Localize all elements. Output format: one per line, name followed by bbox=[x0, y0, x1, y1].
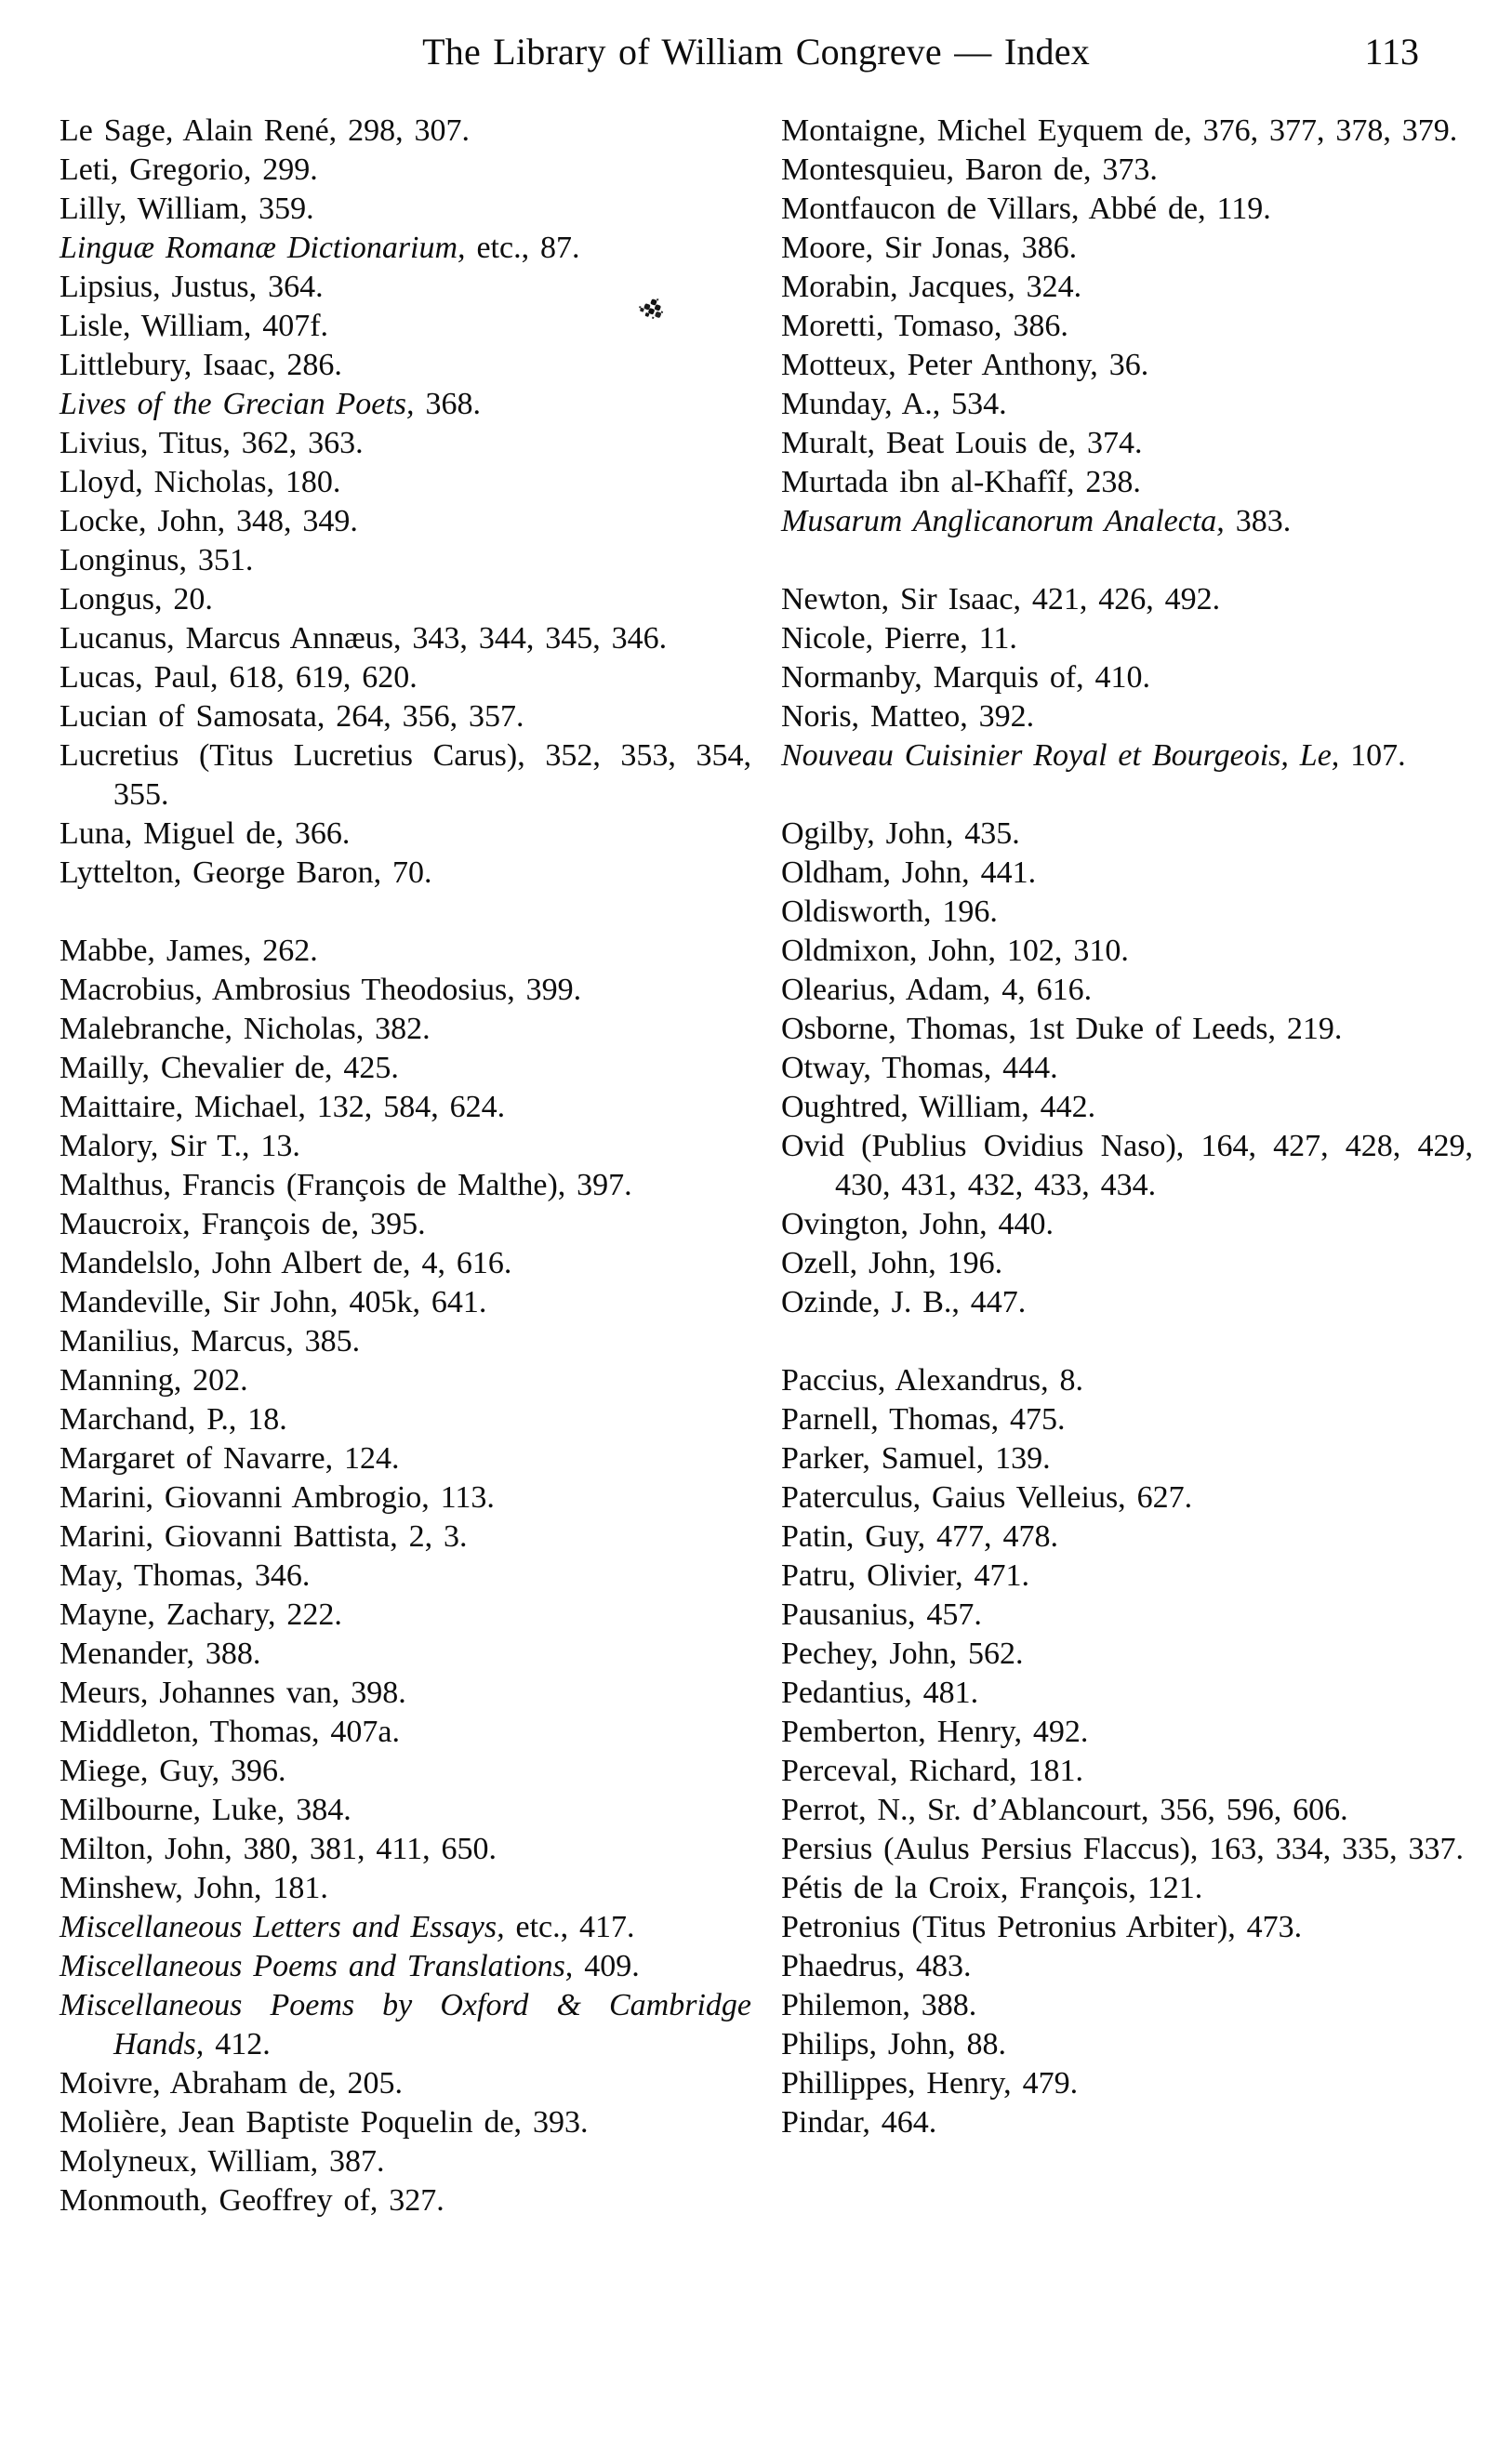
index-entry bbox=[60, 2103, 751, 2142]
entry-text: Pétis de la Croix, François, 121. bbox=[781, 1871, 1203, 1905]
entry-text: Oldisworth, 196. bbox=[781, 895, 998, 929]
index-entry bbox=[60, 190, 751, 229]
index-entry bbox=[781, 1713, 1473, 1752]
index-entry bbox=[60, 1400, 751, 1439]
entry-text: Pedantius, 481. bbox=[781, 1676, 979, 1710]
entry-text: Littlebury, Isaac, 286. bbox=[60, 348, 342, 382]
index-entry bbox=[60, 1947, 751, 1986]
entry-text: Persius (Aulus Persius Flaccus), 163, 334, 335, 337. bbox=[781, 1832, 1464, 1866]
entry-text: Maittaire, Michael, 132, 584, 624. bbox=[60, 1090, 506, 1124]
index-entry bbox=[781, 1049, 1473, 1088]
entry-text: Phillippes, Henry, 479. bbox=[781, 2066, 1079, 2101]
index-entry bbox=[781, 854, 1473, 893]
entry-text: Milbourne, Luke, 384. bbox=[60, 1793, 351, 1827]
index-entry bbox=[60, 1635, 751, 1674]
entry-text: Patin, Guy, 477, 478. bbox=[781, 1519, 1058, 1554]
entry-text: Macrobius, Ambrosius Theodosius, 399. bbox=[60, 973, 582, 1007]
index-entry bbox=[60, 463, 751, 502]
entry-text: Milton, John, 380, 381, 411, 650. bbox=[60, 1832, 497, 1866]
index-entry bbox=[60, 658, 751, 697]
entry-text: Petronius (Titus Petronius Arbiter), 473. bbox=[781, 1910, 1303, 1944]
entry-text: 368. bbox=[414, 387, 481, 421]
entry-text: Leti, Gregorio, 299. bbox=[60, 152, 318, 187]
index-entry bbox=[781, 1986, 1473, 2025]
entry-text: Newton, Sir Isaac, 421, 426, 492. bbox=[781, 582, 1221, 616]
entry-text: Parker, Samuel, 139. bbox=[781, 1441, 1051, 1476]
index-entry bbox=[60, 619, 751, 658]
entry-text: Muralt, Beat Louis de, 374. bbox=[781, 426, 1143, 460]
index-entry bbox=[781, 658, 1473, 697]
index-entry bbox=[781, 736, 1473, 775]
index-entry bbox=[60, 736, 751, 815]
entry-text: Lisle, William, 407f. bbox=[60, 309, 329, 343]
entry-text: Molière, Jean Baptiste Poquelin de, 393. bbox=[60, 2105, 589, 2140]
index-entry bbox=[781, 2064, 1473, 2103]
index-entry bbox=[781, 2025, 1473, 2064]
index-entry bbox=[781, 893, 1473, 932]
entry-text: Oughtred, William, 442. bbox=[781, 1090, 1096, 1124]
index-entry bbox=[781, 1283, 1473, 1322]
index-entry bbox=[60, 2064, 751, 2103]
entry-title-italic: Miscellaneous Poems and Translations, bbox=[60, 1949, 574, 1983]
index-entry bbox=[60, 1986, 751, 2064]
entry-text: Phaedrus, 483. bbox=[781, 1949, 972, 1983]
index-entry bbox=[60, 815, 751, 854]
index-entry bbox=[781, 1088, 1473, 1127]
index-entry bbox=[60, 854, 751, 893]
entry-text: Lilly, William, 359. bbox=[60, 192, 314, 226]
index-entry bbox=[781, 697, 1473, 736]
index-entry bbox=[781, 1947, 1473, 1986]
entry-text: 409. bbox=[573, 1949, 640, 1983]
entry-text: Oldham, John, 441. bbox=[781, 855, 1037, 890]
index-letter-group bbox=[60, 112, 751, 893]
index-entry bbox=[60, 1010, 751, 1049]
entry-text: Philips, John, 88. bbox=[781, 2027, 1007, 2061]
index-entry bbox=[781, 1557, 1473, 1596]
index-entry bbox=[60, 385, 751, 424]
entry-text: Manning, 202. bbox=[60, 1363, 248, 1398]
entry-text: Malthus, Francis (François de Malthe), 397. bbox=[60, 1168, 632, 1202]
index-letter-group bbox=[781, 1361, 1473, 2142]
entry-text: Moretti, Tomaso, 386. bbox=[781, 309, 1068, 343]
entry-text: Ozinde, J. B., 447. bbox=[781, 1285, 1027, 1319]
index-entry bbox=[781, 1439, 1473, 1478]
entry-title-italic: Lives of the Grecian Poets, bbox=[60, 387, 415, 421]
index-entry bbox=[781, 1791, 1473, 1830]
entry-text: Ovington, John, 440. bbox=[781, 1207, 1054, 1241]
index-entry bbox=[781, 619, 1473, 658]
entry-text: Patru, Olivier, 471. bbox=[781, 1558, 1030, 1593]
index-entry bbox=[781, 1478, 1473, 1518]
index-entry bbox=[60, 1244, 751, 1283]
entry-text: Pechey, John, 562. bbox=[781, 1637, 1024, 1671]
index-entry bbox=[60, 229, 751, 268]
index-entry bbox=[60, 932, 751, 971]
entry-text: Parnell, Thomas, 475. bbox=[781, 1402, 1066, 1437]
entry-text: Lyttelton, George Baron, 70. bbox=[60, 855, 432, 890]
index-column-1 bbox=[60, 112, 751, 2220]
index-entry bbox=[60, 1439, 751, 1478]
index-entry bbox=[60, 1869, 751, 1908]
index-entry bbox=[60, 268, 751, 307]
index-entry bbox=[781, 1635, 1473, 1674]
entry-title-italic: Musarum Anglicanorum Analecta, bbox=[781, 504, 1225, 538]
entry-text: Middleton, Thomas, 407a. bbox=[60, 1715, 400, 1749]
entry-text: Mayne, Zachary, 222. bbox=[60, 1597, 342, 1632]
index-entry bbox=[60, 151, 751, 190]
entry-text: Perrot, N., Sr. d’Ablancourt, 356, 596, 606. bbox=[781, 1793, 1348, 1827]
index-entry bbox=[60, 1283, 751, 1322]
entry-text: Lipsius, Justus, 364. bbox=[60, 270, 324, 304]
entry-title-italic: Miscellaneous Poems by Oxford & Cambridge Hands, bbox=[60, 1988, 751, 2061]
index-entry bbox=[781, 2103, 1473, 2142]
entry-text: Meurs, Johannes van, 398. bbox=[60, 1676, 406, 1710]
entry-text: Paterculus, Gaius Velleius, 627. bbox=[781, 1480, 1193, 1515]
entry-text: Otway, Thomas, 444. bbox=[781, 1051, 1058, 1085]
index-entry bbox=[60, 1049, 751, 1088]
index-entry bbox=[781, 1596, 1473, 1635]
index-entry bbox=[781, 268, 1473, 307]
index-entry bbox=[781, 1674, 1473, 1713]
entry-text: Philemon, 388. bbox=[781, 1988, 977, 2022]
entry-text: Lucian of Samosata, 264, 356, 357. bbox=[60, 699, 524, 734]
index-entry bbox=[60, 307, 751, 346]
entry-text: Noris, Matteo, 392. bbox=[781, 699, 1035, 734]
index-entry bbox=[60, 1713, 751, 1752]
entry-text: Moore, Sir Jonas, 386. bbox=[781, 231, 1078, 265]
index-entry bbox=[781, 463, 1473, 502]
index-entry bbox=[60, 1908, 751, 1947]
entry-text: Locke, John, 348, 349. bbox=[60, 504, 358, 538]
entry-text: Lucas, Paul, 618, 619, 620. bbox=[60, 660, 418, 695]
index-entry bbox=[60, 1127, 751, 1166]
entry-text: Lucanus, Marcus Annæus, 343, 344, 345, 346. bbox=[60, 621, 668, 656]
index-entry bbox=[781, 502, 1473, 541]
entry-text: Pemberton, Henry, 492. bbox=[781, 1715, 1089, 1749]
index-entry bbox=[781, 385, 1473, 424]
page-number: 113 bbox=[1364, 31, 1419, 73]
index-entry bbox=[60, 112, 751, 151]
index-entry bbox=[781, 1244, 1473, 1283]
index-entry bbox=[60, 1674, 751, 1713]
entry-text: 412. bbox=[204, 2027, 271, 2061]
entry-text: Manilius, Marcus, 385. bbox=[60, 1324, 361, 1359]
index-entry bbox=[60, 1088, 751, 1127]
entry-text: Longinus, 351. bbox=[60, 543, 254, 577]
entry-text: Menander, 388. bbox=[60, 1637, 261, 1671]
index-entry bbox=[60, 580, 751, 619]
entry-text: Pindar, 464. bbox=[781, 2105, 937, 2140]
entry-title-italic: Miscellaneous Letters and Essays, bbox=[60, 1910, 505, 1944]
index-entry bbox=[60, 1518, 751, 1557]
index-entry bbox=[60, 2181, 751, 2220]
entry-text: Motteux, Peter Anthony, 36. bbox=[781, 348, 1149, 382]
index-entry bbox=[781, 1205, 1473, 1244]
entry-text: Malebranche, Nicholas, 382. bbox=[60, 1012, 431, 1046]
page-title: The Library of William Congreve — Index bbox=[422, 31, 1090, 73]
index-entry bbox=[781, 112, 1473, 151]
index-body bbox=[0, 80, 1512, 2220]
entry-text: Marini, Giovanni Ambrogio, 113. bbox=[60, 1480, 495, 1515]
index-entry bbox=[781, 1127, 1473, 1205]
index-entry bbox=[781, 1830, 1473, 1869]
entry-text: Montfaucon de Villars, Abbé de, 119. bbox=[781, 192, 1271, 226]
entry-text: Molyneux, William, 387. bbox=[60, 2144, 385, 2179]
index-entry bbox=[60, 1166, 751, 1205]
entry-text: Mabbe, James, 262. bbox=[60, 934, 318, 968]
entry-text: Oldmixon, John, 102, 310. bbox=[781, 934, 1129, 968]
entry-text: Lloyd, Nicholas, 180. bbox=[60, 465, 341, 499]
index-entry bbox=[781, 151, 1473, 190]
entry-text: Pausanius, 457. bbox=[781, 1597, 982, 1632]
index-entry bbox=[781, 1869, 1473, 1908]
index-entry bbox=[781, 1400, 1473, 1439]
entry-text: Monmouth, Geoffrey of, 327. bbox=[60, 2183, 444, 2218]
index-entry bbox=[781, 1010, 1473, 1049]
entry-text: Marini, Giovanni Battista, 2, 3. bbox=[60, 1519, 468, 1554]
index-entry bbox=[60, 1557, 751, 1596]
index-entry bbox=[781, 1908, 1473, 1947]
index-letter-group bbox=[781, 580, 1473, 775]
entry-text: Le Sage, Alain René, 298, 307. bbox=[60, 113, 470, 148]
entry-title-italic: Linguæ Romanæ Dictionarium, bbox=[60, 231, 466, 265]
index-column-2 bbox=[781, 112, 1473, 2220]
entry-text: Lucretius (Titus Lucretius Carus), 352, 353, 354, 355. bbox=[60, 738, 751, 812]
entry-text: 383. bbox=[1224, 504, 1292, 538]
entry-text: Munday, A., 534. bbox=[781, 387, 1007, 421]
index-entry bbox=[781, 1752, 1473, 1791]
entry-text: Olearius, Adam, 4, 616. bbox=[781, 973, 1093, 1007]
index-entry bbox=[781, 424, 1473, 463]
index-letter-group bbox=[781, 112, 1473, 541]
entry-text: etc., 87. bbox=[465, 231, 580, 265]
entry-text: Perceval, Richard, 181. bbox=[781, 1754, 1083, 1788]
index-entry bbox=[60, 1361, 751, 1400]
entry-text: Ogilby, John, 435. bbox=[781, 816, 1020, 851]
index-entry bbox=[60, 1752, 751, 1791]
index-entry bbox=[60, 1596, 751, 1635]
entry-text: Livius, Titus, 362, 363. bbox=[60, 426, 364, 460]
index-entry bbox=[60, 1830, 751, 1869]
entry-text: Ozell, John, 196. bbox=[781, 1246, 1003, 1280]
index-entry bbox=[781, 932, 1473, 971]
index-entry bbox=[60, 697, 751, 736]
index-entry bbox=[781, 307, 1473, 346]
index-letter-group bbox=[781, 815, 1473, 1322]
entry-text: Paccius, Alexandrus, 8. bbox=[781, 1363, 1084, 1398]
entry-text: Luna, Miguel de, 366. bbox=[60, 816, 351, 851]
index-entry bbox=[60, 502, 751, 541]
index-entry bbox=[781, 815, 1473, 854]
index-entry bbox=[60, 1791, 751, 1830]
entry-text: Murtada ibn al-Khafîf, 238. bbox=[781, 465, 1141, 499]
entry-text: Marchand, P., 18. bbox=[60, 1402, 287, 1437]
entry-text: Ovid (Publius Ovidius Naso), 164, 427, 428, 429, 430, 431, 432, 433, 434. bbox=[781, 1129, 1473, 1202]
index-entry bbox=[60, 424, 751, 463]
entry-text: Osborne, Thomas, 1st Duke of Leeds, 219. bbox=[781, 1012, 1343, 1046]
index-entry bbox=[781, 190, 1473, 229]
index-entry bbox=[781, 971, 1473, 1010]
index-entry bbox=[60, 2142, 751, 2181]
index-entry bbox=[60, 1205, 751, 1244]
index-entry bbox=[60, 1322, 751, 1361]
index-entry bbox=[781, 1361, 1473, 1400]
entry-text: Montesquieu, Baron de, 373. bbox=[781, 152, 1158, 187]
entry-text: Montaigne, Michel Eyquem de, 376, 377, 378, 379. bbox=[781, 113, 1458, 148]
entry-text: Maucroix, François de, 395. bbox=[60, 1207, 426, 1241]
index-entry bbox=[60, 541, 751, 580]
index-entry bbox=[60, 1478, 751, 1518]
entry-text: Miege, Guy, 396. bbox=[60, 1754, 286, 1788]
index-letter-group bbox=[60, 932, 751, 2220]
entry-text: Nicole, Pierre, 11. bbox=[781, 621, 1017, 656]
index-columns bbox=[0, 80, 1512, 2220]
entry-text: Mailly, Chevalier de, 425. bbox=[60, 1051, 399, 1085]
entry-text: etc., 417. bbox=[504, 1910, 635, 1944]
index-entry bbox=[781, 229, 1473, 268]
entry-text: 107. bbox=[1339, 738, 1406, 773]
entry-text: Minshew, John, 181. bbox=[60, 1871, 328, 1905]
entry-text: Malory, Sir T., 13. bbox=[60, 1129, 300, 1163]
entry-text: Moivre, Abraham de, 205. bbox=[60, 2066, 404, 2101]
entry-text: Mandeville, Sir John, 405k, 641. bbox=[60, 1285, 487, 1319]
index-entry bbox=[781, 1518, 1473, 1557]
index-entry bbox=[781, 346, 1473, 385]
index-entry bbox=[781, 580, 1473, 619]
page-header bbox=[0, 0, 1512, 80]
entry-text: Margaret of Navarre, 124. bbox=[60, 1441, 400, 1476]
entry-text: Longus, 20. bbox=[60, 582, 213, 616]
entry-text: Normanby, Marquis of, 410. bbox=[781, 660, 1151, 695]
index-entry bbox=[60, 346, 751, 385]
index-entry bbox=[60, 971, 751, 1010]
entry-text: Morabin, Jacques, 324. bbox=[781, 270, 1082, 304]
entry-text: May, Thomas, 346. bbox=[60, 1558, 311, 1593]
entry-text: Mandelslo, John Albert de, 4, 616. bbox=[60, 1246, 512, 1280]
entry-title-italic: Nouveau Cuisinier Royal et Bourgeois, Le, bbox=[781, 738, 1340, 773]
